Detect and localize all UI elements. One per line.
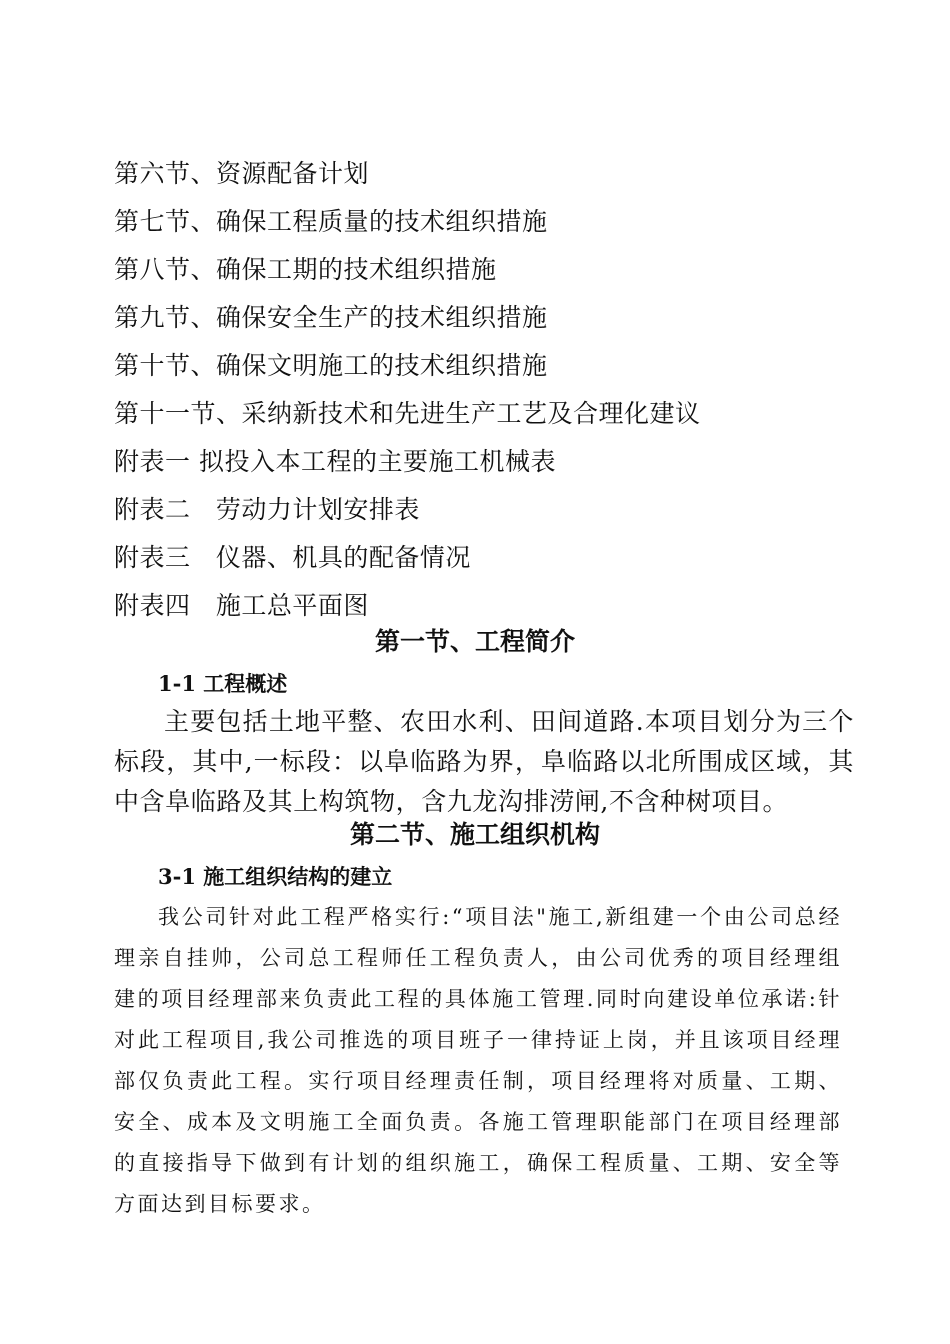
toc-item: 第六节、资源配备计划: [114, 159, 370, 188]
toc-item: 第七节、确保工程质量的技术组织措施: [114, 207, 548, 236]
toc-item: 第十一节、采纳新技术和先进生产工艺及合理化建议: [114, 399, 701, 428]
toc-item: 第十节、确保文明施工的技术组织措施: [114, 351, 548, 380]
section-2-subheading: 3-1 施工组织结构的建立: [158, 864, 393, 889]
toc-item: 附表二 劳动力计划安排表: [114, 495, 420, 524]
section-1-heading: 第一节、工程简介: [374, 627, 575, 656]
table-of-contents: [114, 150, 874, 630]
toc-item: 第九节、确保安全生产的技术组织措施: [114, 303, 548, 332]
toc-item: 附表三 仪器、机具的配备情况: [114, 543, 471, 572]
section-1-paragraph: 主要包括土地平整、农田水利、田间道路.本项目划分为三个标段，其中,一标段：以阜临路为界，阜临路以北所围成区域，其中含阜临路及其上构筑物，含九龙沟排涝闸,不含种树项目。: [114, 707, 854, 816]
toc-item: 第八节、确保工期的技术组织措施: [114, 255, 497, 284]
section-2-heading: 第二节、施工组织机构: [349, 820, 600, 849]
toc-item: 附表四 施工总平面图: [114, 591, 369, 620]
toc-item: 附表一 拟投入本工程的主要施工机械表: [114, 447, 556, 476]
section-2-paragraph: 我公司针对此工程严格实行:“项目法"施工,新组建一个由公司总经理亲自挂帅，公司总工程师任工程负责人，由公司优秀的项目经理组建的项目经理部来负责此工程的具体施工管理.同时向建设单位承诺:针对此工程项目,我公司推选的项目班子一律持证上岗，并且该项目经理部仅负责此工程。实行项目经理责任制，项目经理将对质量、工期、安全、成本及文明施工全面负责。各施工管理职能部门在项目经理部的直接指导下做到有计划的组织施工，确保工程质量、工期、安全等方面达到目标要求。: [114, 905, 842, 1216]
section-1-subheading: 1-1 工程概述: [158, 671, 288, 696]
